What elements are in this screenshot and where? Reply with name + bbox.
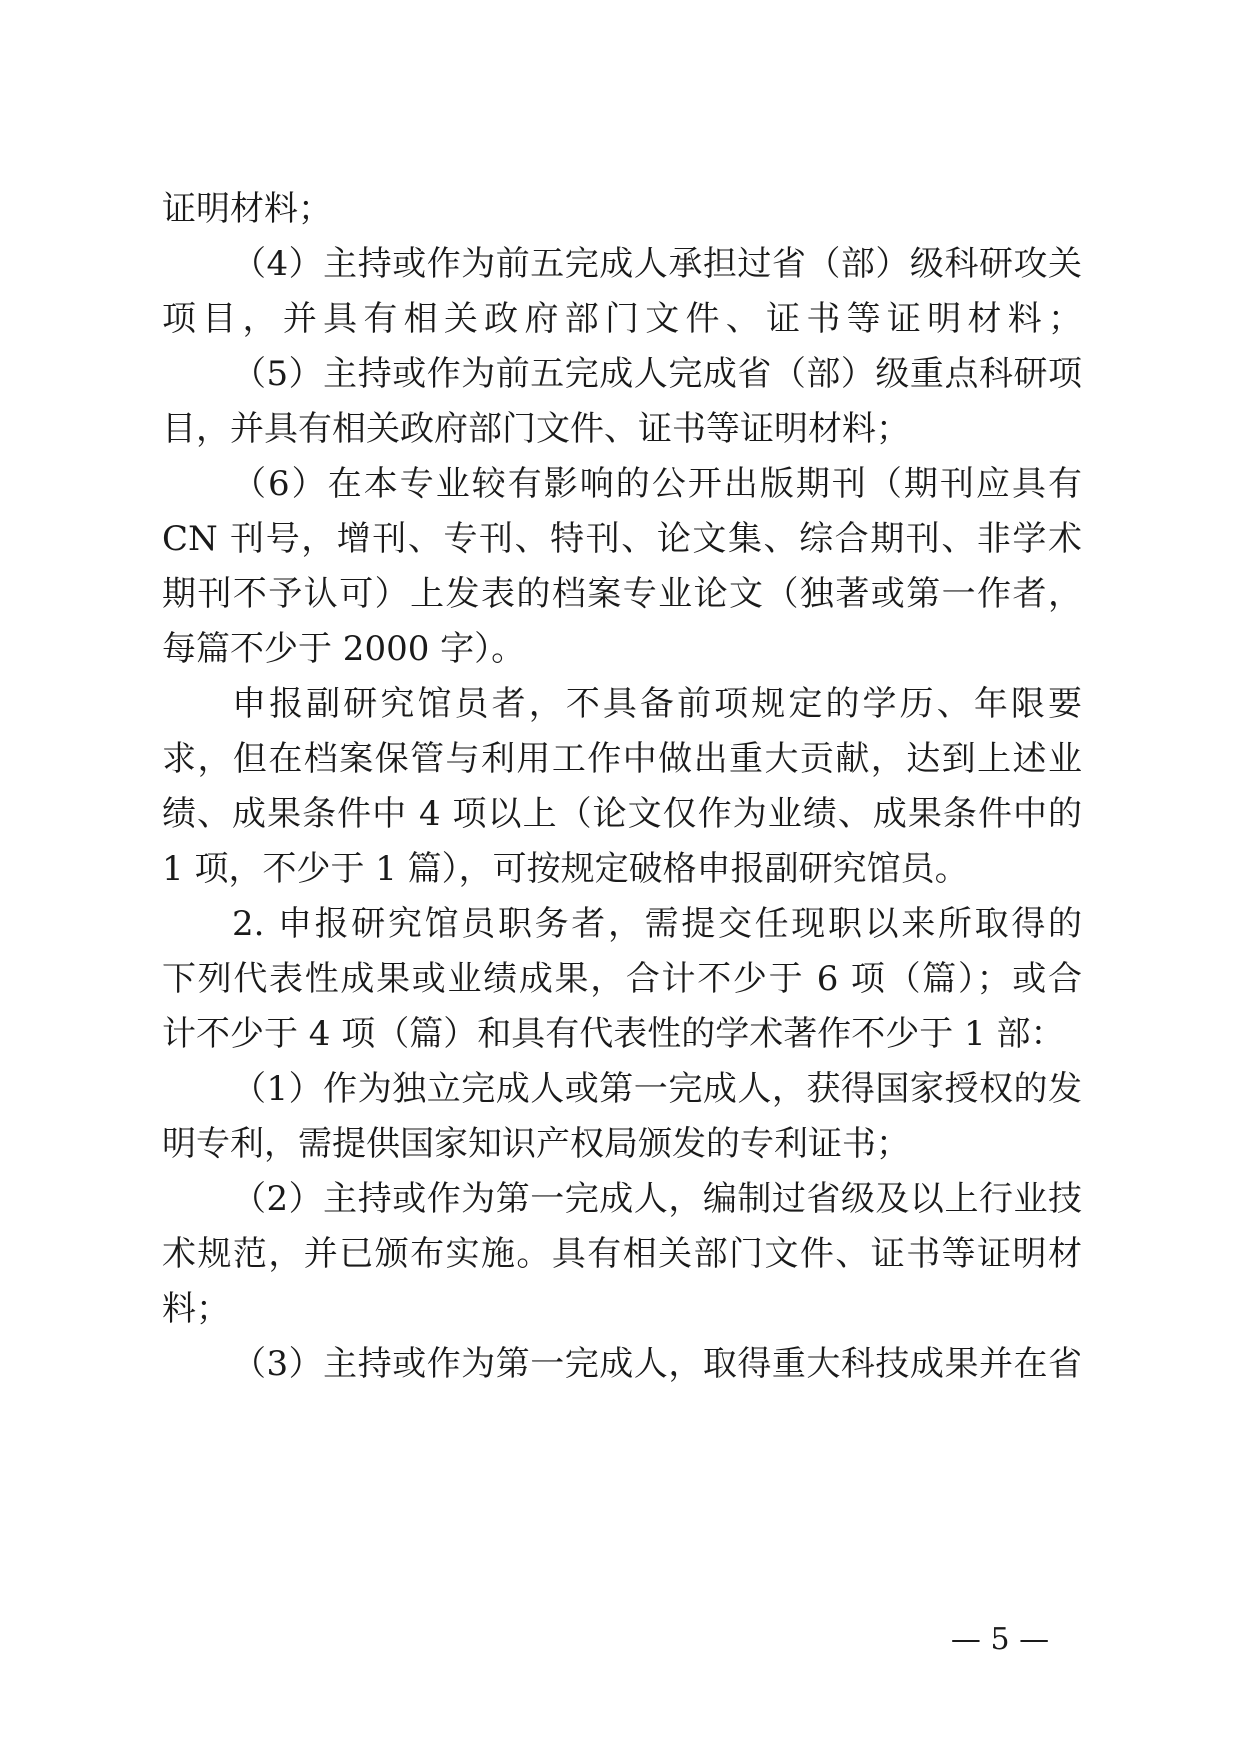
text-line: （5）主持或作为前五完成人完成省（部）级重点科研项 (232, 354, 1082, 394)
text-line: 明专利，需提供国家知识产权局颁发的专利证书； (162, 1124, 910, 1164)
text-line: （6）在本专业较有影响的公开出版期刊（期刊应具有 (232, 464, 1082, 504)
text-line: （1）作为独立完成人或第一完成人，获得国家授权的发 (232, 1069, 1082, 1109)
text-line: 计不少于 4 项（篇）和具有代表性的学术著作不少于 1 部： (162, 1014, 1065, 1054)
text-line: （4）主持或作为前五完成人承担过省（部）级科研攻关 (232, 244, 1082, 284)
text-line: 求，但在档案保管与利用工作中做出重大贡献，达到上述业 (162, 739, 1082, 779)
text-line: 1 项，不少于 1 篇），可按规定破格申报副研究馆员。 (162, 849, 969, 889)
text-line: 每篇不少于 2000 字）。 (162, 629, 526, 669)
text-line: 项目，并具有相关政府部门文件、证书等证明材料； (162, 299, 1082, 339)
text-line: 目，并具有相关政府部门文件、证书等证明材料； (162, 409, 910, 449)
text-line: 料； (162, 1289, 230, 1329)
text-line: 术规范，并已颁布实施。具有相关部门文件、证书等证明材 (162, 1234, 1082, 1274)
text-line: 证明材料； (162, 189, 332, 229)
text-line: （2）主持或作为第一完成人，编制过省级及以上行业技 (232, 1179, 1082, 1219)
text-line: 2. 申报研究馆员职务者，需提交任现职以来所取得的 (232, 904, 1082, 944)
text-line: 下列代表性成果或业绩成果，合计不少于 6 项（篇）；或合 (162, 959, 1082, 999)
text-line: 期刊不予认可）上发表的档案专业论文（独著或第一作者， (162, 574, 1082, 614)
text-line: CN 刊号，增刊、专刊、特刊、论文集、综合期刊、非学术 (162, 519, 1082, 559)
text-line: 绩、成果条件中 4 项以上（论文仅作为业绩、成果条件中的 (162, 794, 1082, 834)
text-line: （3）主持或作为第一完成人，取得重大科技成果并在省 (232, 1344, 1082, 1384)
page-number: — 5 — (950, 1622, 1050, 1657)
text-line: 申报副研究馆员者，不具备前项规定的学历、年限要 (232, 684, 1082, 724)
